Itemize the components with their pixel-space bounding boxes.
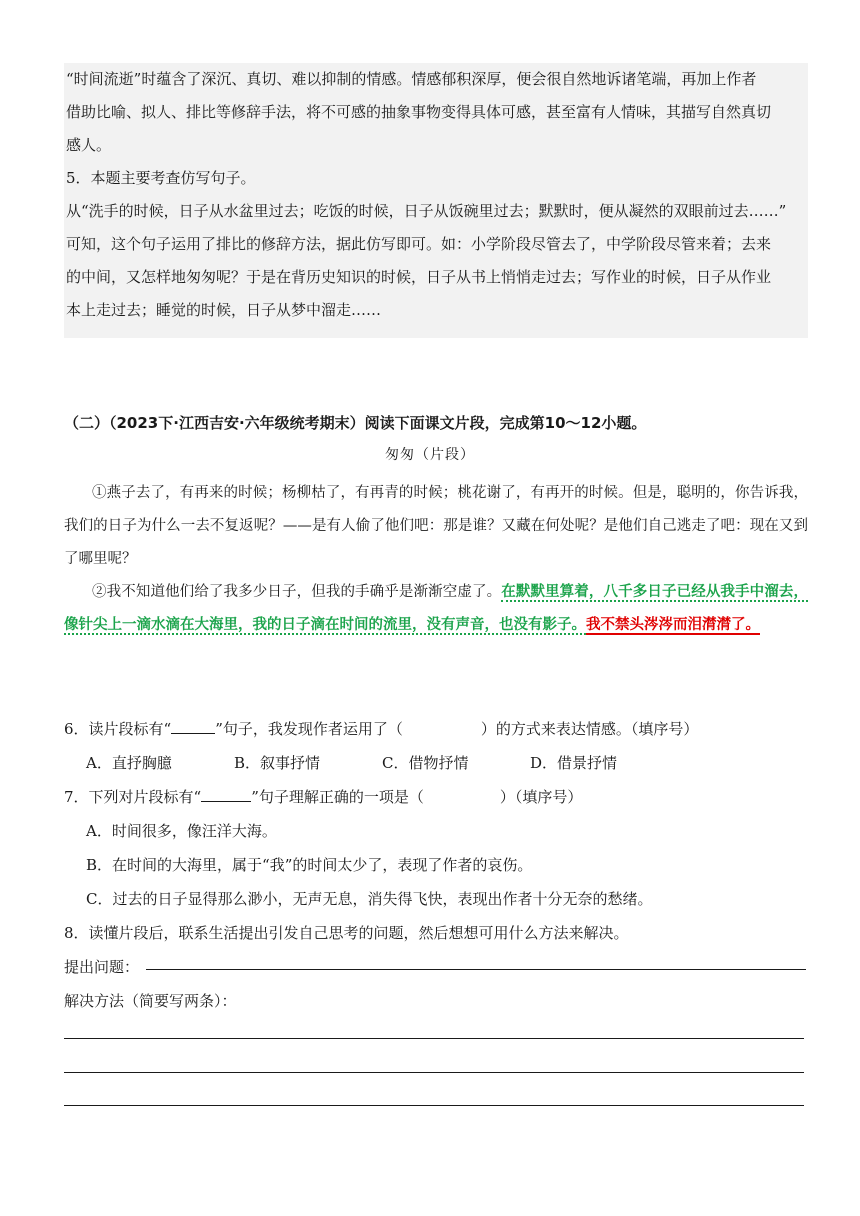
option-c: C．过去的日子显得那么渺小，无声无息，消失得飞快，表现出作者十分无奈的愁绪。 [86,890,653,908]
answer-line: 可知，这个句子运用了排比的修辞方法，据此仿写即可。如：小学阶段尽管去了，中学阶段尽管来着；去来 [66,235,772,253]
answer-line: 本上走过去；睡觉的时候，日子从梦中溜走…… [66,301,382,319]
answer-line: 借助比喻、拟人、排比等修辞手法，将不可感的抽象事物变得具体可感，甚至富有人情味，其描写自然真切 [66,103,772,121]
questions-section [64,712,808,1018]
option-a: A．时间很多，像汪洋大海。 [86,822,277,840]
q5-answer-heading: 5．本题主要考查仿写句子。 [66,169,256,187]
solution-method-label: 解决方法（简要写两条）： [64,992,237,1010]
red-marked-sentence: 我不禁头涔涔而泪潸潸了。 [586,617,760,633]
green-marked-sentence: 在默默里算着，八千多日子已经从我手中溜去，像针尖上一滴水滴在大海里，我的日子滴在时间的流里，没有声音，也没有影子。 [64,584,809,633]
answer-explanation-box [64,63,808,338]
answer-line: 感人。 [66,136,112,154]
answer-line: 的中间，又怎样地匆匆呢？于是在背历史知识的时候，日子从书上悄悄走过去；写作业的时候，日子从作业 [66,268,772,286]
ask-question-answer-line[interactable] [146,969,806,970]
method-answer-line-1[interactable] [64,1038,804,1039]
option-a: A．直抒胸臆 [86,754,172,772]
blank-mark [171,719,215,734]
option-b: B．在时间的大海里，属于“我”的时间太少了，表现了作者的哀伤。 [86,856,533,874]
option-c: C．借物抒情 [382,754,469,772]
passage-paragraph-1: ①燕子去了，有再来的时候；杨柳枯了，有再青的时候；桃花谢了，有再开的时候。但是，聪明的，你告诉我，我们的日子为什么一去不复返呢？——是有人偷了他们吧：那是谁？又藏在何处呢？是他们自己逃走了吧：现在又到了哪里呢？ [64,485,808,567]
answer-line: “时间流逝”时蕴含了深沉、真切、难以抑制的情感。情感郁积深厚，便会很自然地诉诸笔端，再加上作者 [66,70,757,88]
section-title: （二）（2023下·江西吉安·六年级统考期末）阅读下面课文片段，完成第10～12小题。 [64,414,647,432]
question-6-options [64,746,808,780]
method-answer-line-3[interactable] [64,1105,804,1106]
passage-plain-text: ②我不知道他们给了我多少日子，但我的手确乎是渐渐空虚了。 [92,584,502,600]
passage-paragraph-2 [64,576,808,642]
question-6: 6．读片段标有“ ”句子，我发现作者运用了（ ）的方式来表达情感。（填序号） [64,720,699,738]
method-answer-line-2[interactable] [64,1072,804,1073]
question-7: 7．下列对片段标有“ ”句子理解正确的一项是（ ）（填序号） [64,788,583,806]
blank-mark [201,787,251,802]
option-b: B．叙事抒情 [234,754,321,772]
option-d: D．借景抒情 [530,754,618,772]
passage-text [64,477,808,642]
ask-question-label: 提出问题： [64,958,140,976]
question-8: 8．读懂片段后，联系生活提出引发自己思考的问题，然后想想可用什么方法来解决。 [64,924,629,942]
answer-line: 从“洗手的时候，日子从水盆里过去；吃饭的时候，日子从饭碗里过去；默默时，便从凝然的双眼前过去……” [66,202,787,220]
passage-title: 匆匆（片段） [385,447,475,463]
